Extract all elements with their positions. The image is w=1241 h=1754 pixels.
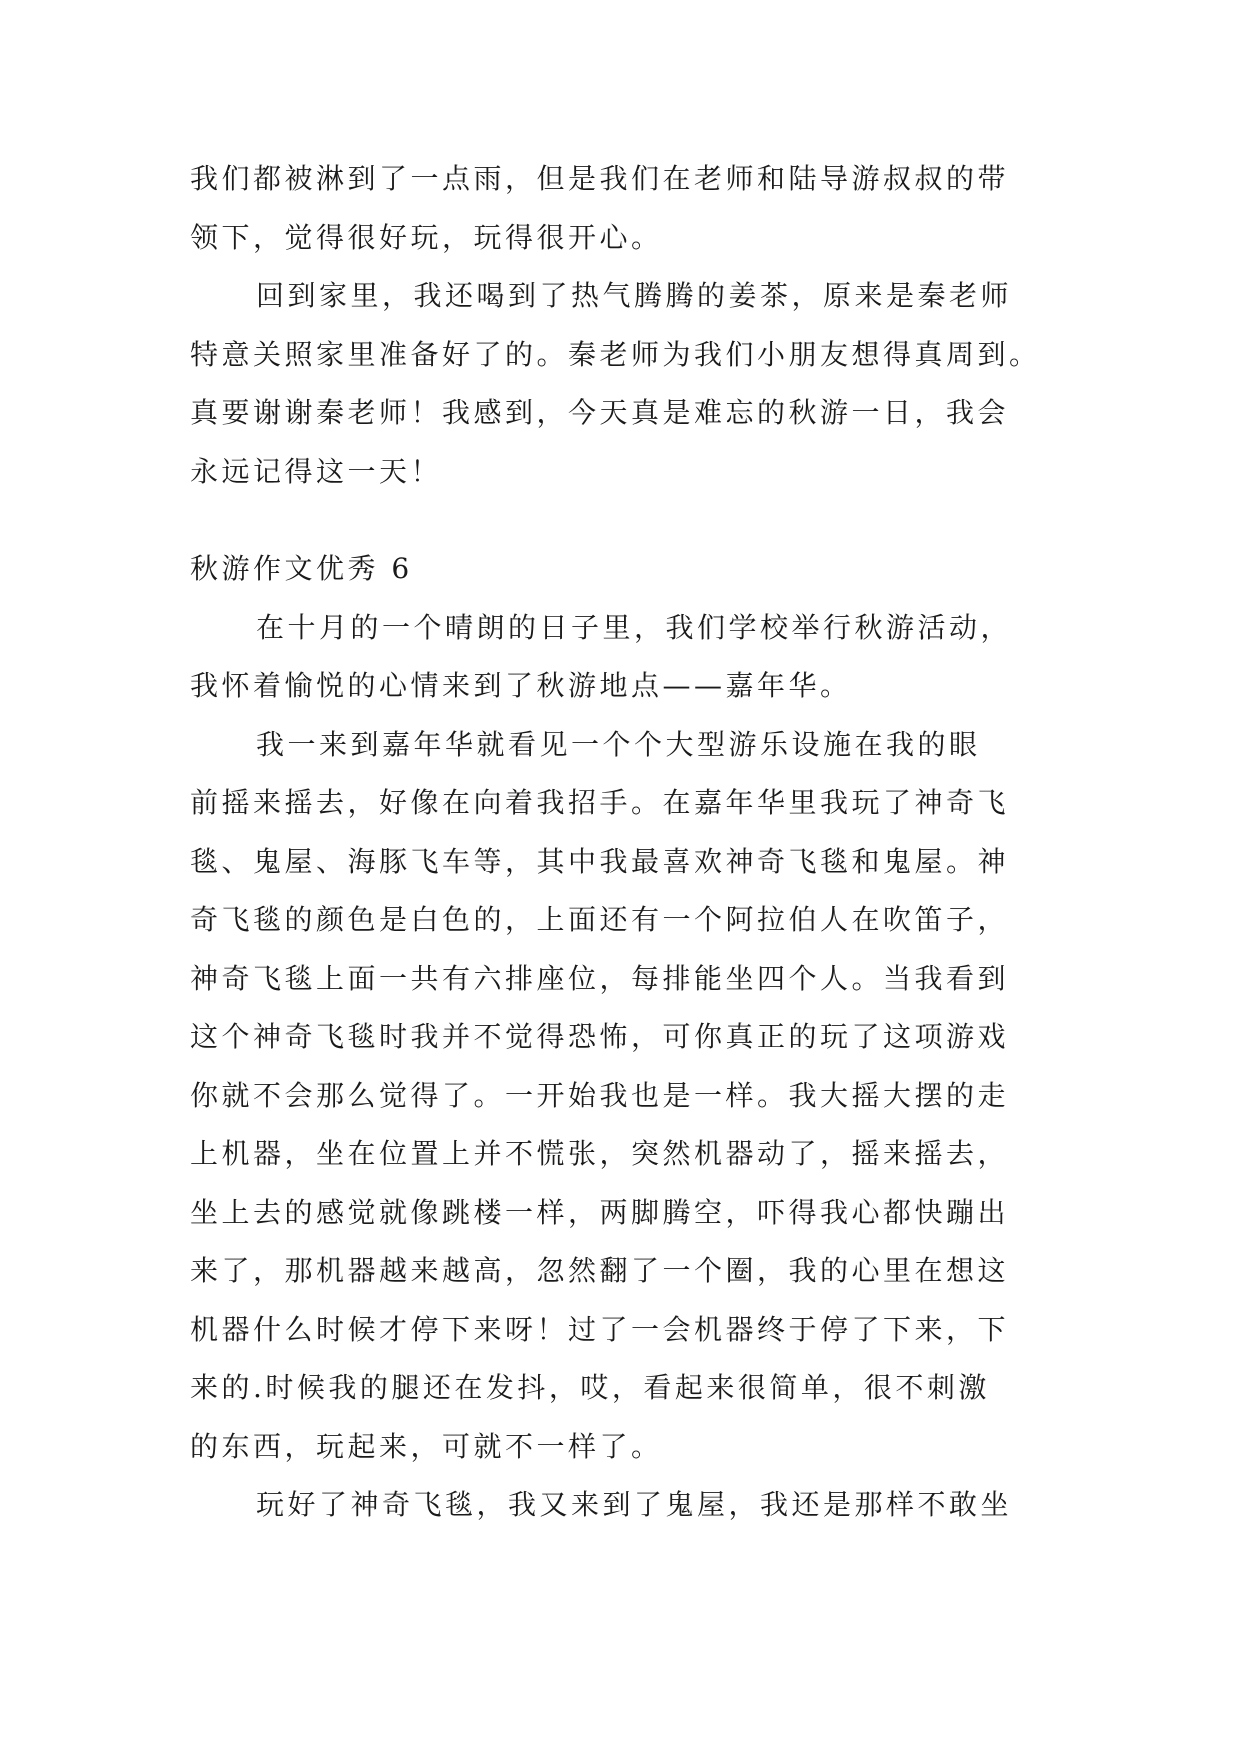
text-line: 这个神奇飞毯时我并不觉得恐怖，可你真正的玩了这项游戏 <box>190 1020 1010 1053</box>
paragraph-5 <box>190 1476 1050 1535</box>
text-line: 永远记得这一天！ <box>190 454 443 488</box>
text-line: 玩好了神奇飞毯，我又来到了鬼屋，我还是那样不敢坐 <box>256 1488 1013 1521</box>
paragraph-1 <box>190 150 1050 267</box>
section-spacer <box>190 501 1050 540</box>
text-line: 来的.时候我的腿还在发抖，哎，看起来很简单，很不刺激 <box>190 1371 990 1404</box>
text-line: 上机器，坐在位置上并不慌张，突然机器动了，摇来摇去， <box>190 1137 1010 1170</box>
document-page <box>190 150 1050 1535</box>
text-line: 毯、鬼屋、海豚飞车等，其中我最喜欢神奇飞毯和鬼屋。神 <box>190 844 1010 878</box>
text-line: 在十月的一个晴朗的日子里，我们学校举行秋游活动， <box>256 610 1013 644</box>
text-line: 领下，觉得很好玩，玩得很开心。 <box>190 220 663 254</box>
text-line: 机器什么时候才停下来呀！过了一会机器终于停了下来，下 <box>190 1312 1010 1346</box>
text-line: 我怀着愉悦的心情来到了秋游地点——嘉年华。 <box>190 669 852 702</box>
text-line: 我们都被淋到了一点雨，但是我们在老师和陆导游叔叔的带 <box>190 162 1010 195</box>
text-line: 特意关照家里准备好了的。秦老师为我们小朋友想得真周到。 <box>190 337 1041 371</box>
text-line: 的东西，玩起来，可就不一样了。 <box>190 1429 663 1463</box>
text-line: 来了，那机器越来越高，忽然翻了一个圈，我的心里在想这 <box>190 1254 1010 1287</box>
paragraph-3 <box>190 599 1050 716</box>
text-line: 神奇飞毯上面一共有六排座位，每排能坐四个人。当我看到 <box>190 961 1010 995</box>
paragraph-2 <box>190 267 1050 501</box>
text-line: 回到家里，我还喝到了热气腾腾的姜茶，原来是秦老师 <box>256 279 1013 312</box>
section-title: 秋游作文优秀 6 <box>190 552 413 585</box>
text-line: 奇飞毯的颜色是白色的，上面还有一个阿拉伯人在吹笛子， <box>190 903 1010 936</box>
text-line: 你就不会那么觉得了。一开始我也是一样。我大摇大摆的走 <box>190 1078 1010 1112</box>
text-line: 真要谢谢秦老师！我感到，今天真是难忘的秋游一日，我会 <box>190 396 1010 429</box>
paragraph-4 <box>190 716 1050 1477</box>
text-line: 我一来到嘉年华就看见一个个大型游乐设施在我的眼 <box>256 727 981 761</box>
text-line: 前摇来摇去，好像在向着我招手。在嘉年华里我玩了神奇飞 <box>190 786 1010 819</box>
text-line: 坐上去的感觉就像跳楼一样，两脚腾空，吓得我心都快蹦出 <box>190 1195 1010 1229</box>
